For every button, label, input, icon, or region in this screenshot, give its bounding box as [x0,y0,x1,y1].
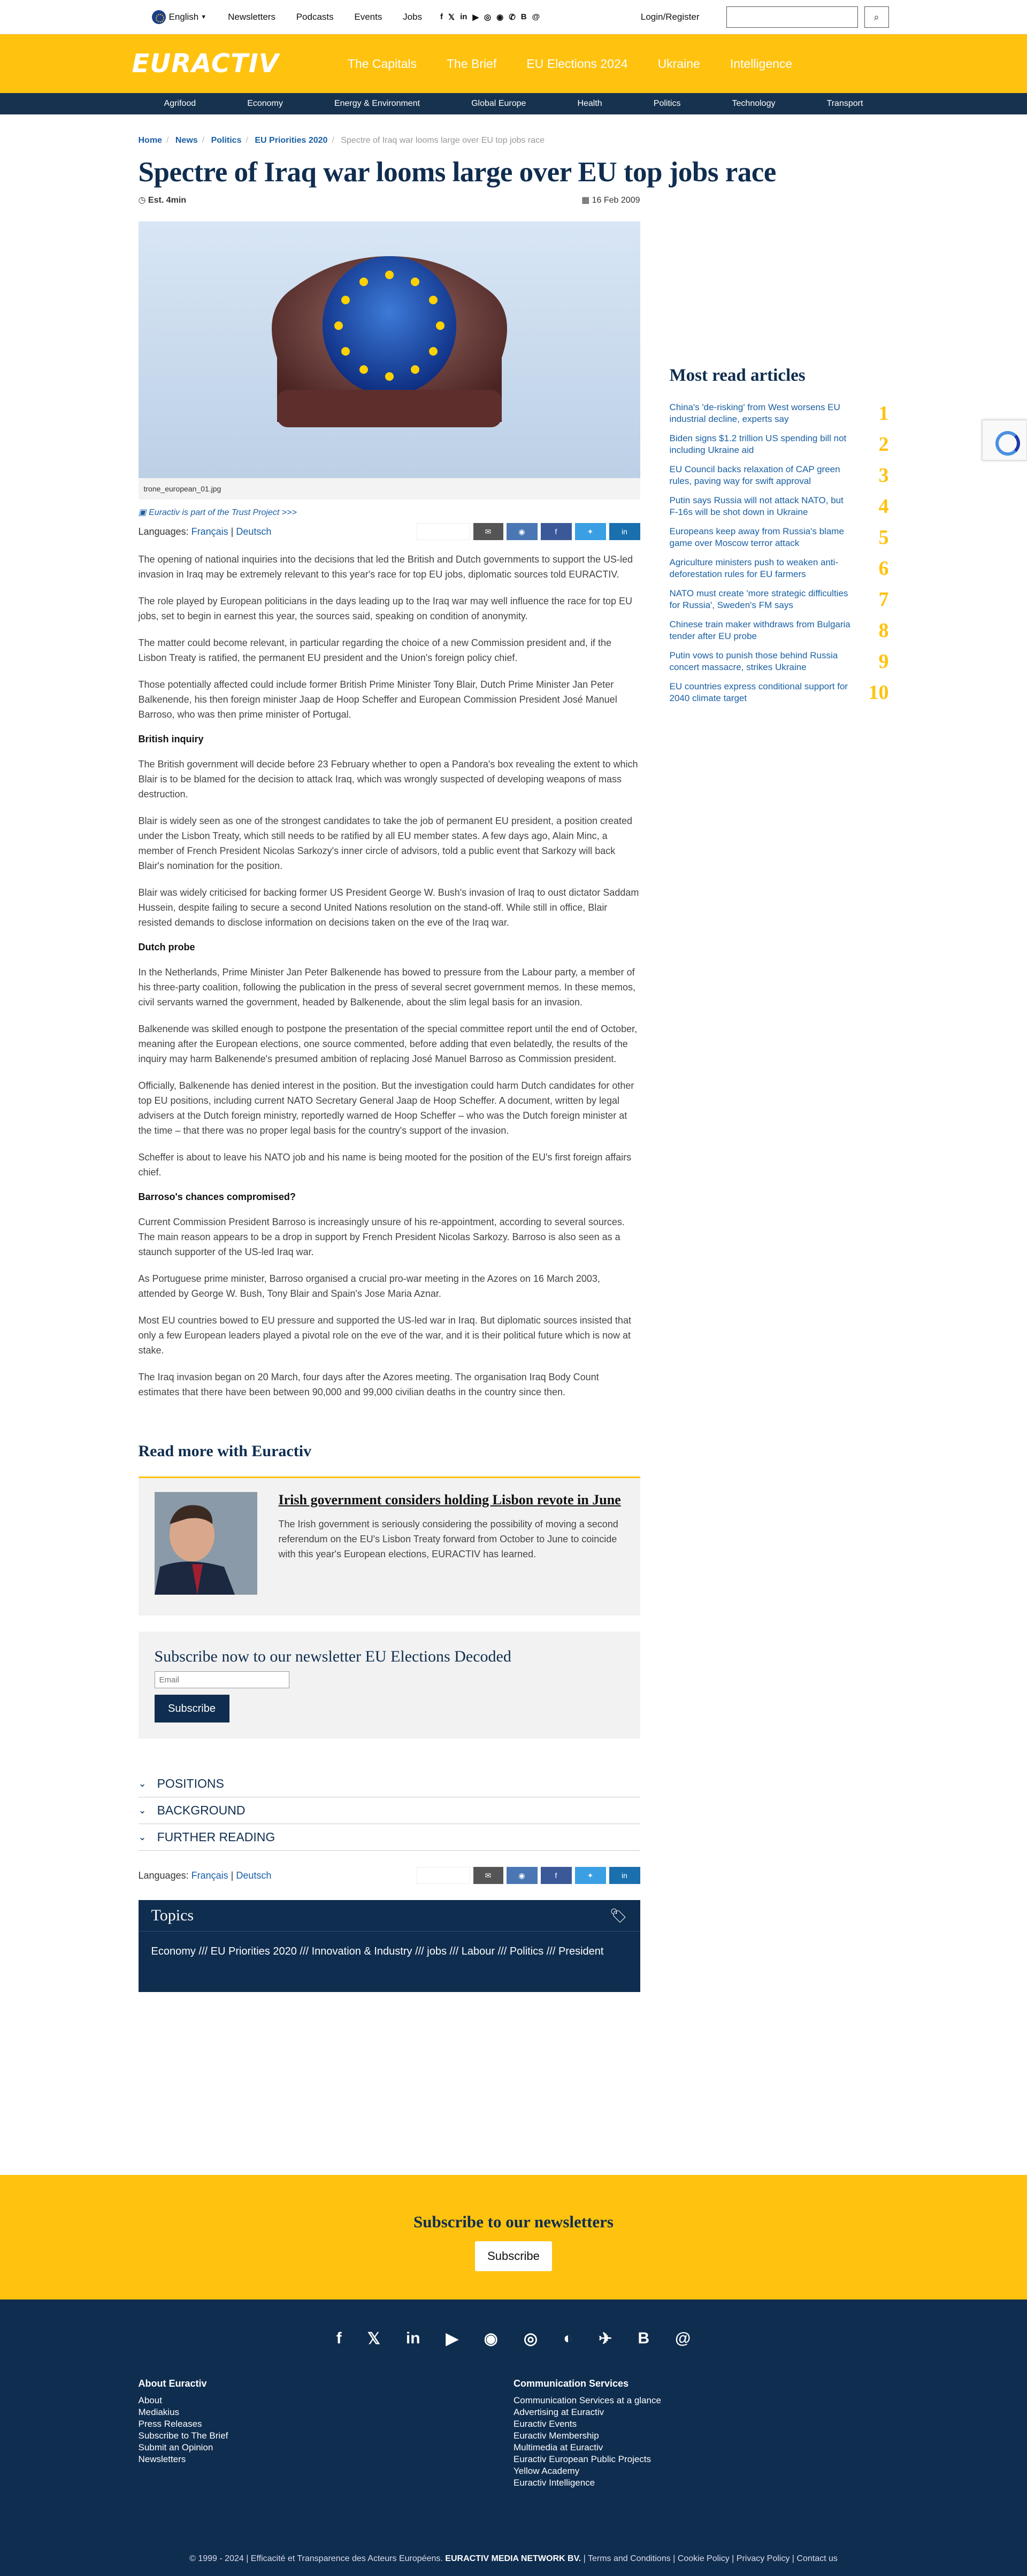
paragraph: Scheffer is about to leave his NATO job and his name is being mooted for the position of the EU's first foreign affairs chief. [138,1152,632,1178]
most-read-link[interactable]: EU Council backs relaxation of CAP green rules, paving way for swift approval [669,464,840,486]
footer-social [0,2329,1027,2348]
share-buttons [417,1867,640,1884]
paragraph: Those potentially affected could include former British Prime Minister Tony Blair, Dutch Prime Minister Jan Peter Balkenende, his then foreign minister Jaap de Hoop Scheffer and European Commission President José Manuel Barroso, who was then prime minister of Portugal. [138,679,617,720]
twitter-share-button[interactable] [575,1867,606,1884]
social-links-top [440,12,540,22]
read-more-thumbnail[interactable] [155,1492,257,1595]
footer-comm [514,2378,889,2489]
facebook-icon: f [555,1871,557,1880]
share-row-bottom: Languages: Français | Deutsch ⎙ Print ✉ ◉ f ✦ in [139,1867,640,1884]
section-health[interactable]: Health [577,99,602,108]
trust-icon: ▣ [138,508,147,517]
share-row: Languages: Français | Deutsch ⎙ Print ✉ ◉ f ✦ in [139,523,640,540]
section-nav [0,93,1027,114]
lang-de-link[interactable]: Deutsch [236,526,272,537]
most-read-link[interactable]: NATO must create 'more strategic difficulties for Russia', Sweden's FM says [669,588,848,610]
most-read-rank: 4 [878,495,889,518]
article-body [139,552,640,1400]
print-icon: ⎙ [430,1871,436,1880]
accordion-positions[interactable]: ⌄ POSITIONS [139,1771,640,1797]
mastodon-icon[interactable]: ◉ [484,2330,498,2348]
nav-the-brief[interactable]: The Brief [447,56,497,71]
article-main [139,205,640,1992]
twitter-share-button[interactable] [575,523,606,540]
most-read-item [670,526,889,549]
footer-contact[interactable]: Contact us [796,2554,838,2563]
footer-about-link[interactable]: Mediakius [138,2407,180,2417]
accordion-background[interactable]: ⌄ BACKGROUND [139,1797,640,1824]
read-time: Est. 4min [148,196,187,205]
telegram-share-button[interactable] [507,1867,538,1884]
content-wrap [138,136,889,1957]
chevron-down-icon: ⌄ [138,1805,147,1816]
main-header [0,34,1027,93]
crumb-home[interactable]: Home [138,136,162,145]
language-selector[interactable]: English ▼ [152,10,207,24]
read-more-headline[interactable]: Irish government considers holding Lisbon revote in June [278,1492,621,1508]
euractiv-logo[interactable]: EURACTIV [132,49,279,79]
youtube-icon[interactable]: ▶ [446,2330,458,2348]
paragraph: Blair was widely criticised for backing former US President George W. Bush's invasion of Iraq to oust dictator Saddam Hussein, despite failing to secure a second United Nations resolution on the stand-off. While still in office, Blair resisted demands to disclose information on decisions taken on the eve of the Iraq war. [138,887,639,928]
mastodon-icon[interactable]: ◉ [496,13,504,22]
paragraph: Most EU countries bowed to EU pressure and supported the US-led war in Iraq. But diplomatic sources insisted that only a few European leaders played a pivotal role on the eve of the war, and it is their political future which is now at stake. [138,1315,631,1356]
read-more-title: Read more with Euractiv [138,1442,312,1460]
most-read-rank: 2 [878,433,889,456]
footer-comm-link[interactable]: Multimedia at Euractiv [514,2442,603,2452]
most-read-rank: 10 [868,681,889,704]
section-agrifood[interactable]: Agrifood [164,99,196,108]
clock-icon: ◷ [138,196,146,205]
top-nav [228,12,440,22]
most-read-item [670,402,889,425]
instagram-icon[interactable]: ◎ [484,13,492,22]
print-icon: ⎙ [430,527,436,536]
topics-box [139,1900,640,1992]
telegram-icon: ◉ [518,527,525,536]
mail-icon: ✉ [485,527,492,536]
most-read-sidebar [670,366,889,712]
paragraph: Current Commission President Barroso is increasingly unsure of his re-appointment, according to several sources. The main reason appears to be a drop in support by French President Nicolas Sarkozy. Barroso is also seen as a staunch supporter of the US-led Iraq war. [138,1217,625,1257]
newsletter-band-title: Subscribe to our newsletters [413,2212,614,2231]
accordion-further-reading[interactable]: ⌄ FURTHER READING [139,1824,640,1851]
subheading-dutch: Dutch probe [138,942,195,952]
threads-icon[interactable]: @ [532,12,540,21]
recaptcha-badge[interactable] [982,420,1027,460]
footer-cookie[interactable]: Cookie Policy [677,2554,730,2563]
at-icon[interactable]: @ [675,2329,691,2347]
footer-terms[interactable]: Terms and Conditions [587,2554,671,2563]
most-read-rank: 7 [878,588,889,611]
telegram-icon: ◉ [518,1871,525,1880]
article-meta [139,195,640,205]
most-read-rank: 3 [878,464,889,487]
copyright: © 1999 - 2024 | Efficacité et Transparence des Acteurs Européens. EURACTIV MEDIA NETWORK BV. | Terms and Conditions | Cookie Policy | Privacy Policy | Contact us [189,2554,838,2563]
section-technology[interactable]: Technology [732,99,776,108]
subscribe-button[interactable]: Subscribe [155,1695,229,1723]
most-read-link[interactable]: Agriculture ministers push to weaken anti-deforestation rules for EU farmers [669,557,839,579]
share-buttons [417,523,640,540]
nav-events[interactable]: Events [354,12,382,22]
tag-icon: 🏷 [609,1907,627,1924]
most-read-item [670,495,889,518]
email-share-button[interactable] [473,523,503,540]
paragraph: As Portuguese prime minister, Barroso organised a crucial pro-war meeting in the Azores on 16 March 2003, attended by George W. Bush, Tony Blair and Spain's Jose Maria Aznar. [138,1273,600,1299]
calendar-icon: ▦ [581,196,590,205]
topics-title: Topics [151,1906,194,1924]
print-button[interactable]: ⎙ Print [417,523,470,540]
search-icon: ⌕ [873,11,879,22]
facebook-icon[interactable]: f [336,2329,342,2347]
paragraph: The opening of national inquiries into the decisions that led the British and Dutch governments to support the US-led invasion in Iraq may be extremely relevant to this year's race for top EU jobs, diplomatic sources told EURACTIV. [138,554,633,580]
most-read-item [670,464,889,487]
subheading-barroso: Barroso's chances compromised? [138,1191,296,1202]
footer-comm-link[interactable]: Euractiv Intelligence [514,2478,595,2488]
subheading-british: British inquiry [138,734,204,744]
footer-about-link[interactable]: Subscribe to The Brief [138,2431,228,2441]
paragraph: Blair is widely seen as one of the strongest candidates to take the job of permanent EU president, a position created under the Lisbon Treaty, which still needs to be ratified by all EU member states. A few days ago, Alain Minc, a member of French President Nicolas Sarkozy's inner circle of advisors, told a public event that Sarkozy will back Blair's nomination for the position. [138,816,633,871]
paragraph: In the Netherlands, Prime Minister Jan Peter Balkenende has bowed to pressure from the Labour party, a member of his three-party coalition, following the publication in the press of several secret government memos. In these memos, civil servants warned the government, headed by Balkenende, about the slim legal basis for an invasion. [138,967,635,1008]
most-read-rank: 6 [878,557,889,580]
linkedin-share-button[interactable] [609,523,640,540]
eu-throne-illustration [256,245,523,438]
youtube-icon[interactable]: ▶ [472,13,479,22]
email-field[interactable] [155,1671,289,1688]
image-caption: trone_european_01.jpg [139,478,640,499]
nav-ukraine[interactable]: Ukraine [657,56,700,71]
most-read-link[interactable]: Chinese train maker withdraws from Bulgaria tender after EU probe [669,619,850,641]
nav-eu-elections[interactable]: EU Elections 2024 [526,56,628,71]
most-read-link[interactable]: Europeans keep away from Russia's blame game over Moscow terror attack [669,526,844,548]
paragraph: The role played by European politicians in the days leading up to the Iraq war may well influence the race for top EU jobs, set to begin in earnest this year, the sources said, speaking on condition of anonymity. [138,596,633,621]
threads-icon[interactable]: ◐ [563,2329,573,2347]
chevron-down-icon: ⌄ [138,1778,147,1789]
most-read-rank: 8 [878,619,889,642]
linkedin-icon: in [622,527,627,536]
linkedin-icon: in [622,1871,627,1880]
most-read-title: Most read articles [669,366,806,385]
telegram-share-button[interactable] [507,523,538,540]
facebook-icon[interactable]: f [440,12,443,21]
footer-comm-link[interactable]: Communication Services at a glance [514,2395,661,2405]
article-image [139,221,640,478]
crumb-news[interactable]: News [175,136,198,145]
section-global-europe[interactable]: Global Europe [471,99,526,108]
topic-tags[interactable]: Economy /// EU Priorities 2020 /// Innovation & Industry /// jobs /// Labour /// Politics /// President [151,1946,604,1957]
most-read-item [670,433,889,456]
search-input[interactable] [726,6,858,28]
footer-privacy[interactable]: Privacy Policy [736,2554,790,2563]
article-date: 16 Feb 2009 [592,196,640,205]
crumb-eu-priorities[interactable]: EU Priorities 2020 [255,136,328,145]
nav-intelligence[interactable]: Intelligence [730,56,793,71]
most-read-link[interactable]: Putin says Russia will not attack NATO, but F-16s will be shot down in Ukraine [669,495,844,517]
lang-fr-link[interactable]: Français [191,1870,228,1881]
most-read-rank: 1 [878,402,889,425]
email-share-button[interactable] [473,1867,503,1884]
x-icon[interactable]: 𝕏 [448,13,455,22]
telegram-icon[interactable]: ✆ [509,13,516,22]
paragraph: The Iraq invasion began on 20 March, four days after the Azores meeting. The organisation Iraq Body Count estimates that there have been between 90,000 and 99,000 civilian deaths in the country since then. [138,1372,599,1397]
most-read-item [670,681,889,704]
most-read-item [670,557,889,580]
twitter-icon: ✦ [587,527,594,536]
footer-comm-link[interactable]: Advertising at Euractiv [514,2407,604,2417]
instagram-icon[interactable]: ◎ [523,2330,538,2348]
page-title: Spectre of Iraq war looms large over EU top jobs race [138,157,776,188]
chevron-down-icon: ⌄ [138,1832,147,1842]
footer-about [139,2378,514,2489]
footer-comm-link[interactable]: Euractiv Events [514,2419,577,2429]
footer-comm-title: Communication Services [514,2378,629,2389]
section-politics[interactable]: Politics [653,99,681,108]
footer-about-link[interactable]: Press Releases [138,2419,202,2429]
mail-icon: ✉ [485,1871,492,1880]
most-read-item [670,619,889,642]
trust-project-link[interactable]: ▣ Euractiv is part of the Trust Project >>> [138,508,297,517]
paragraph: The British government will decide before 23 February whether to open a Pandora's box revealing the extent to which Blair is to be blamed for the decision to attack Iraq, which was wrongly suspected of developing weapons of mass destruction. [138,759,638,799]
paragraph: Balkenende was skilled enough to postpone the presentation of the special committee report until the end of October, meaning after the European elections, one source commented, before adding that even belatedly, the results of the inquiry may harm Balkenende's presumed ambition of replacing José Manuel Barroso as Commission president. [138,1024,638,1064]
lang-fr-link[interactable]: Français [191,526,228,537]
nav-newsletters[interactable]: Newsletters [228,12,275,22]
facebook-share-button[interactable] [541,523,572,540]
most-read-link[interactable]: China's 'de-risking' from West worsens EU industrial decline, experts say [669,402,840,424]
footer [0,2300,1027,2576]
facebook-icon: f [555,527,557,536]
most-read-item [670,588,889,611]
linkedin-icon[interactable]: in [460,12,467,21]
nav-the-capitals[interactable]: The Capitals [347,56,417,71]
footer-about-link[interactable]: About [138,2395,162,2405]
bluesky-icon[interactable]: B [520,12,527,21]
linkedin-icon[interactable]: in [405,2329,420,2347]
crumb-current: Spectre of Iraq war looms large over EU top jobs race [341,136,545,145]
newsletter-title: Subscribe now to our newsletter EU Elections Decoded [154,1648,511,1665]
read-more-section [139,1442,640,1739]
linkedin-share-button[interactable] [609,1867,640,1884]
newsletter-band-subscribe-button[interactable]: Subscribe [475,2241,552,2271]
paragraph: Officially, Balkenende has denied interest in the position. But the investigation could harm Dutch candidates for other top EU positions, including current NATO Secretary General Jaap de Hoop Scheffer. A document, written by legal advisers at the Dutch foreign ministry, reportedly warned de Hoop Scheffer – who was the Dutch foreign minister at the time – that there was no proper legal basis for the country's support of the invasion. [138,1080,634,1136]
read-more-summary: The Irish government is seriously considering the possibility of moving a second referendum on the EU's Lisbon Treaty forward from October to June to coincide with this year's European elections, EURACTIV has learned. [278,1519,618,1559]
caret-down-icon: ▼ [201,14,207,20]
portrait-illustration [155,1492,257,1595]
footer-about-link[interactable]: Submit an Opinion [138,2442,213,2452]
section-energy[interactable]: Energy & Environment [334,99,420,108]
crumb-politics[interactable]: Politics [211,136,242,145]
facebook-share-button[interactable] [541,1867,572,1884]
footer-about-link[interactable]: Newsletters [138,2454,186,2464]
main-nav [333,57,807,71]
most-read-item [670,650,889,673]
footer-comm-link[interactable]: Euractiv European Public Projects [514,2454,652,2464]
footer-about-title: About Euractiv [138,2378,207,2389]
most-read-link[interactable]: EU countries express conditional support for 2040 climate target [669,681,848,703]
eu-flag-icon [152,10,166,24]
section-economy[interactable]: Economy [247,99,283,108]
most-read-link[interactable]: Putin vows to punish those behind Russia concert massacre, strikes Ukraine [669,650,838,672]
footer-comm-link[interactable]: Euractiv Membership [514,2431,599,2441]
footer-comm-link[interactable]: Yellow Academy [514,2466,580,2476]
nav-podcasts[interactable]: Podcasts [296,12,334,22]
x-icon[interactable]: 𝕏 [367,2330,380,2348]
newsletter-band [0,2175,1027,2300]
login-register-link[interactable]: Login/Register [640,12,700,22]
top-bar [0,0,1027,34]
breadcrumb: Home / News / Politics / EU Priorities 2020 / Spectre of Iraq war looms large over EU top jobs race [138,136,545,145]
network-name: EURACTIV MEDIA NETWORK BV. [445,2554,581,2563]
bluesky-icon[interactable]: B [638,2329,649,2347]
newsletter-box [139,1632,640,1739]
most-read-rank: 5 [878,526,889,549]
paragraph: The matter could become relevant, in particular regarding the choice of a new Commission president and, if the Lisbon Treaty is ratified, the permanent EU president and the Union's foreign policy chief. [138,637,611,663]
telegram-icon[interactable]: ✈ [599,2330,612,2348]
nav-jobs[interactable]: Jobs [403,12,423,22]
section-transport[interactable]: Transport [826,99,863,108]
search-button[interactable] [864,6,889,28]
twitter-icon: ✦ [587,1871,594,1880]
most-read-rank: 9 [878,650,889,673]
print-button[interactable]: ⎙ Print [417,1867,470,1884]
read-more-card [139,1477,640,1616]
most-read-link[interactable]: Biden signs $1.2 trillion US spending bill not including Ukraine aid [669,433,847,455]
accordion [139,1771,640,1851]
lang-de-link[interactable]: Deutsch [236,1870,272,1881]
search-box [726,6,889,28]
